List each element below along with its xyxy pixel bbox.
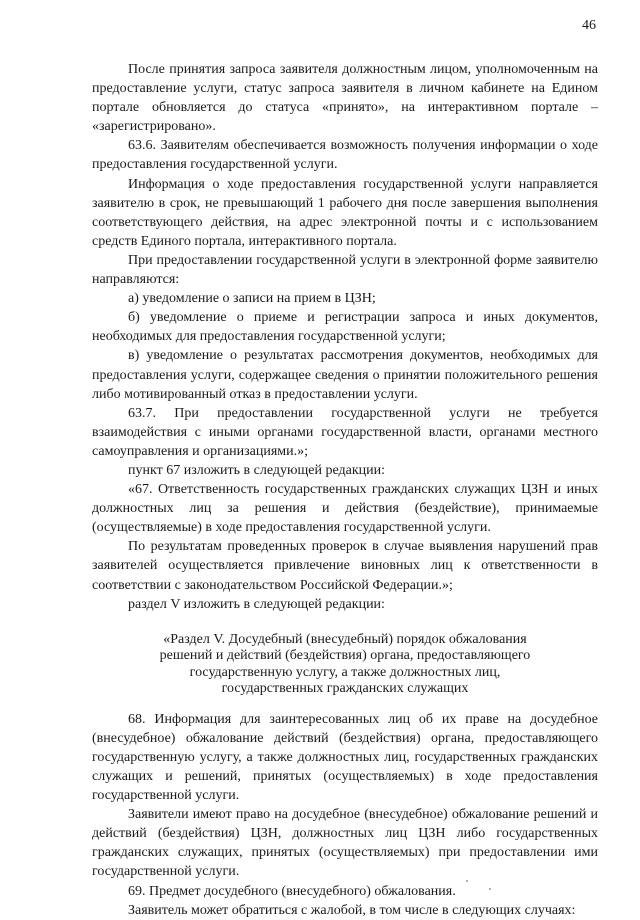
document-body	[92, 60, 598, 920]
scan-speck	[489, 888, 491, 890]
paragraph: 68. Информация для заинтересованных лиц об их праве на досудебное (внесудебное) обжалование действий (бездействия) органа, предоставляющего государственную услугу, а также должностных лиц, государственных гражданских служащих и решений, принятых (осуществляемых) в ходе предоставления государственной услуги.	[92, 711, 598, 804]
paragraph: раздел V изложить в следующей редакции:	[128, 596, 385, 612]
page-number: 46	[582, 18, 596, 33]
paragraph: После принятия запроса заявителя должностным лицом, уполномоченным на предоставление услуги, статус запроса заявителя в личном кабинете на Едином портале обновляется до статуса «принято», на интерактивном портале – «зарегистрировано».	[92, 62, 598, 135]
list-item: б) уведомление о приеме и регистрации запроса и иных документов, необходимых для предоставления государственной услуги;	[92, 310, 598, 345]
paragraph: «67. Ответственность государственных гражданских служащих ЦЗН и иных должностных лиц за решения и действия (бездействие), принимаемые (осуществляемые) в ходе предоставления государственной услуги.	[92, 482, 598, 536]
paragraph: 63.6. Заявителям обеспечивается возможность получения информации о ходе предоставления государственной услуги.	[92, 138, 598, 173]
section-heading-line: «Раздел V. Досудебный (внесудебный) порядок обжалования	[163, 631, 527, 647]
paragraph: Информация о ходе предоставления государственной услуги направляется заявителю в срок, не превышающий 1 рабочего дня после завершения выполнения соответствующего действия, на адрес электронной почты и с использованием средств Единого портала, интерактивного портала.	[92, 176, 598, 249]
paragraph: 63.7. При предоставлении государственной услуги не требуется взаимодействия с иными органами государственной власти, органами местного самоуправления и организациями.»;	[92, 405, 598, 459]
section-heading-line: государственных гражданских служащих	[221, 681, 469, 697]
paragraph: Заявитель может обратиться с жалобой, в том числе в следующих случаях:	[128, 902, 576, 918]
list-item: в) уведомление о результатах рассмотрения документов, необходимых для предоставления услуги, содержащее сведения о принятии положительного решения либо мотивированный отказ в предоставлении услуги.	[92, 348, 598, 402]
section-heading	[92, 632, 598, 698]
paragraph: пункт 67 изложить в следующей редакции:	[128, 462, 385, 478]
list-item: а) уведомление о записи на прием в ЦЗН;	[128, 291, 376, 307]
paragraph: Заявители имеют право на досудебное (внесудебное) обжалование решений и действий (бездействия) ЦЗН, должностных лиц ЦЗН либо государственных гражданских служащих, принятых (осуществляемых) при предоставлении ими государственной услуги.	[92, 807, 598, 880]
scan-speck	[466, 880, 468, 882]
paragraph: По результатам проведенных проверок в случае выявления нарушений прав заявителей осуществляется привлечение виновных лиц к ответственности в соответствии с законодательством Российской Федерации.»;	[92, 539, 598, 593]
section-heading-line: решений и действий (бездействия) органа, предоставляющего	[159, 648, 531, 664]
paragraph: При предоставлении государственной услуги в электронной форме заявителю направляются:	[92, 252, 598, 288]
paragraph: 69. Предмет досудебного (внесудебного) обжалования.	[128, 883, 456, 899]
section-heading-line: государственную услугу, а также должностных лиц,	[189, 664, 501, 680]
